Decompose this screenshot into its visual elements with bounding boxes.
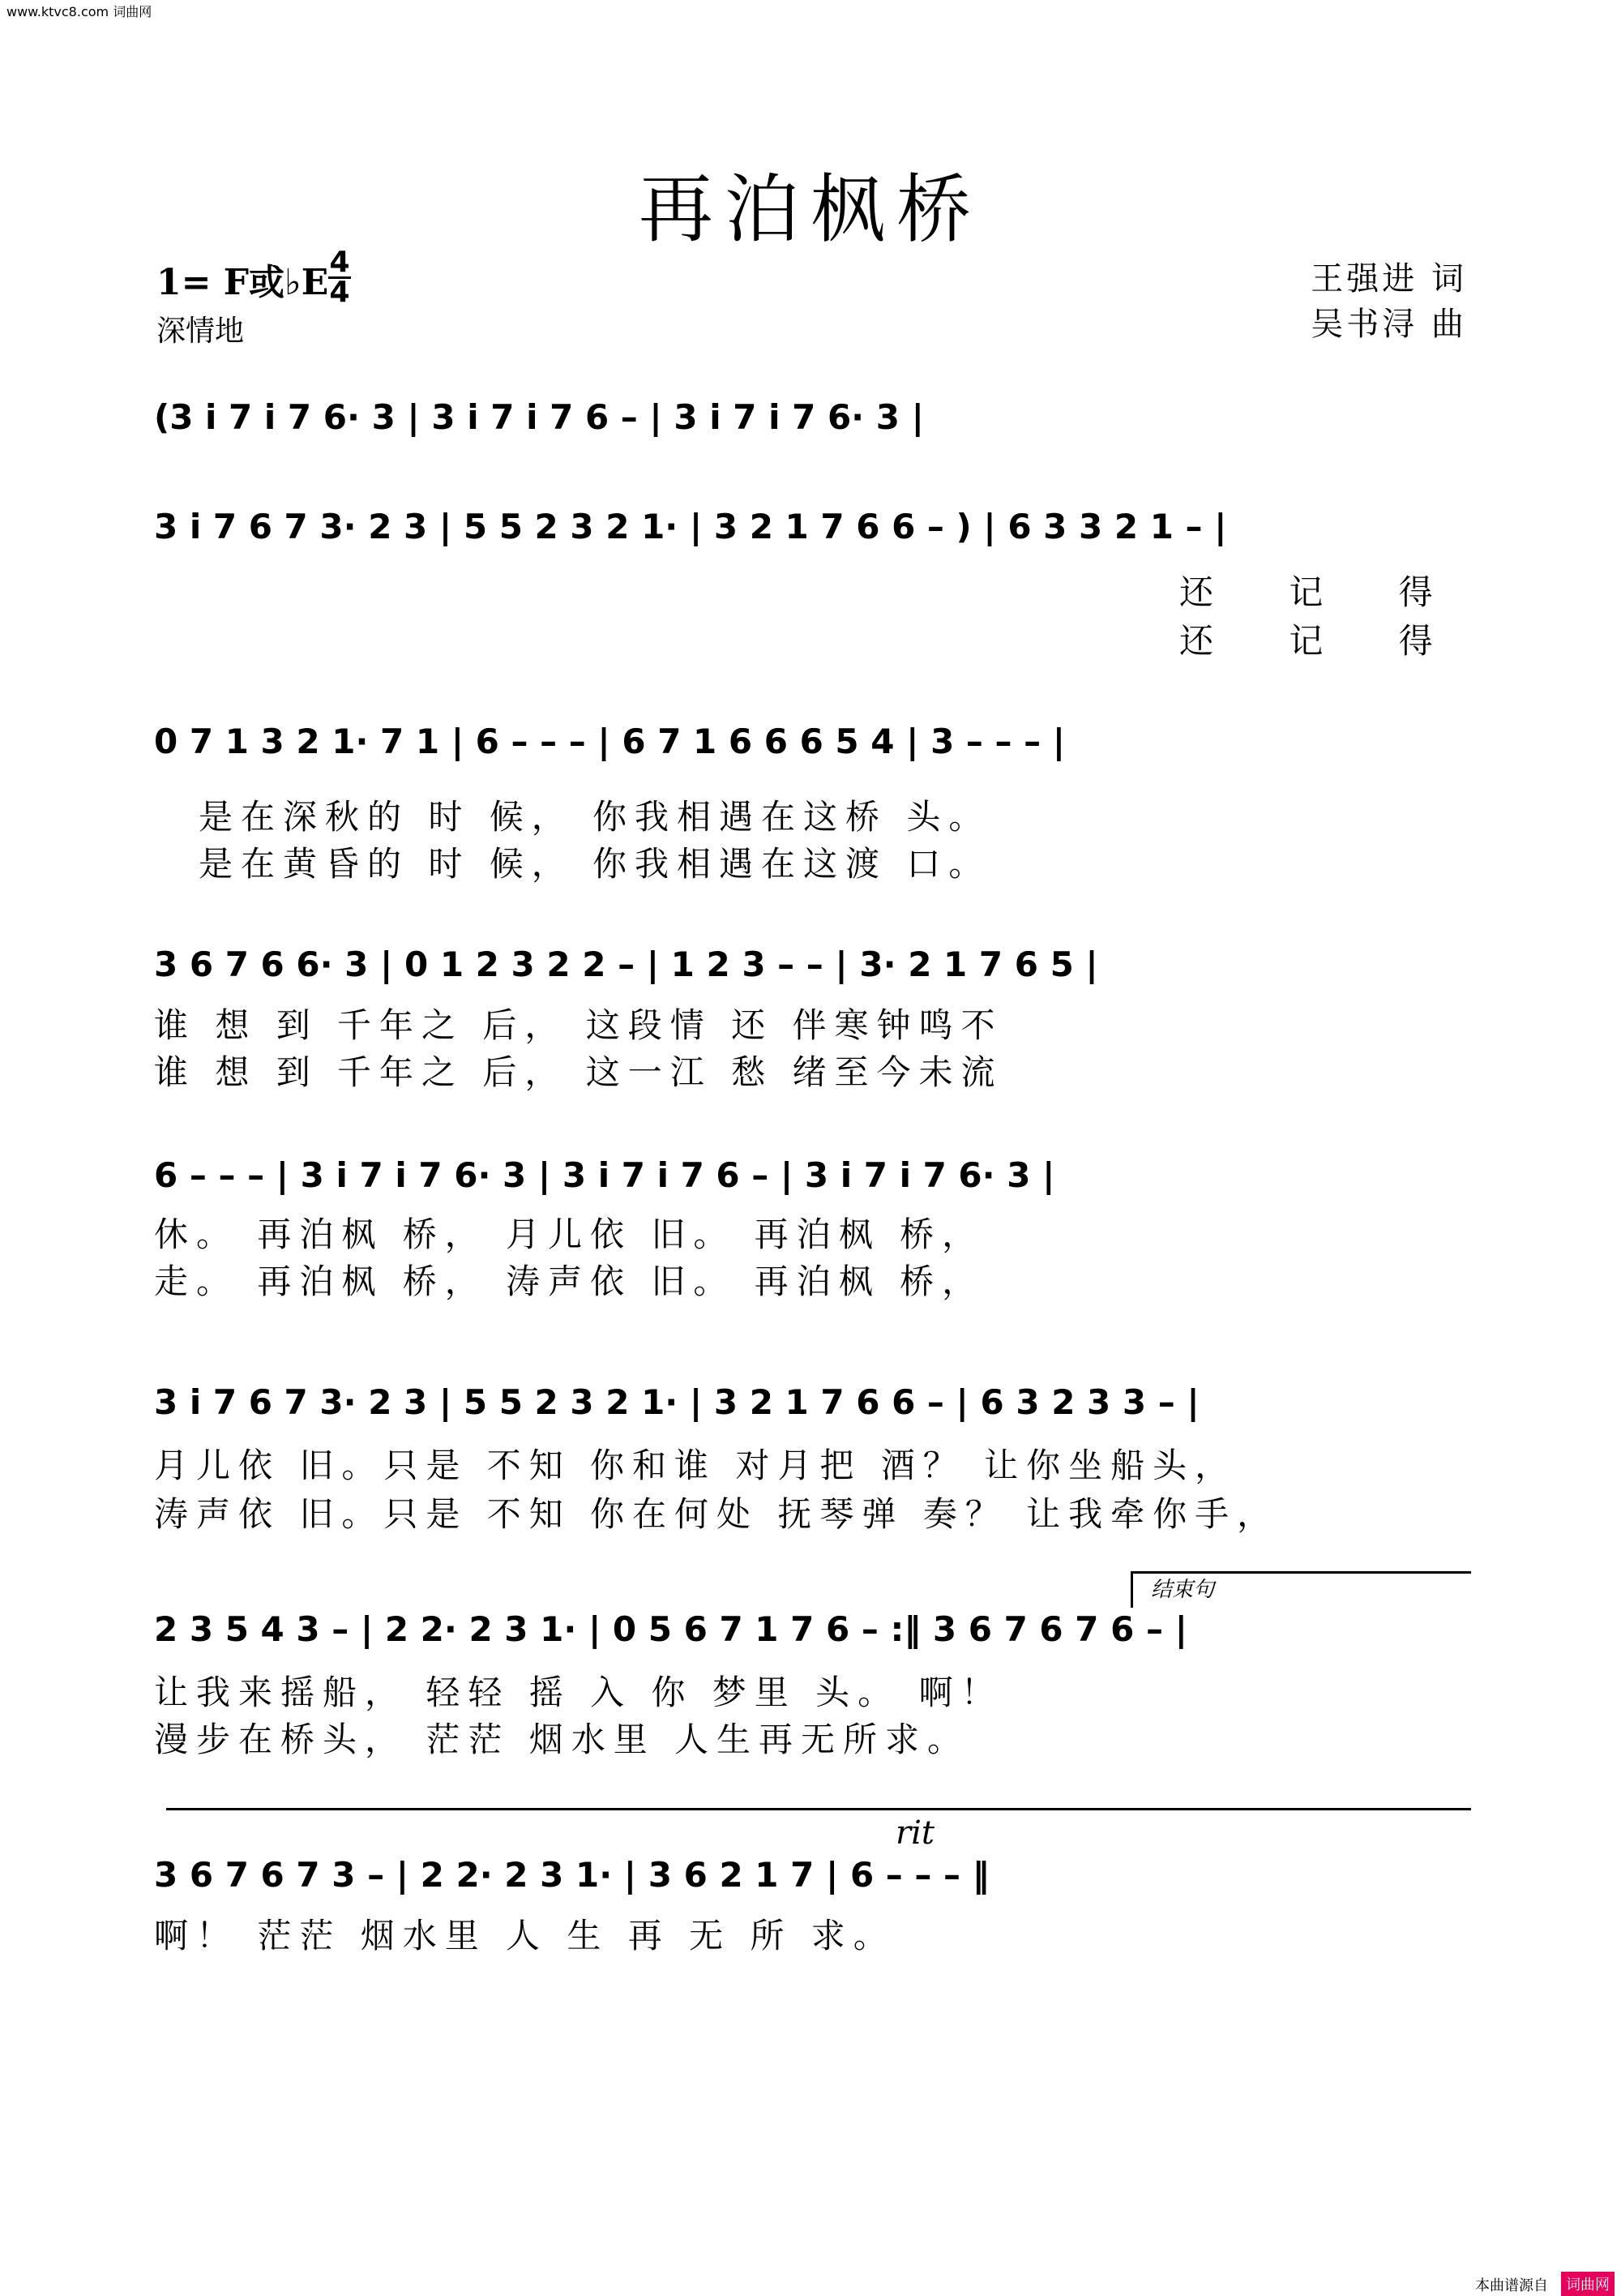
lyricist: 王强进 词 bbox=[1311, 260, 1467, 298]
lyric-5-verse-2: 走。 再泊枫 桥， 涛声依 旧。 再泊枫 桥， bbox=[154, 1262, 985, 1301]
time-top: 4 bbox=[329, 246, 350, 279]
lyric-3-verse-2: 是在黄昏的 时 候， 你我相遇在这渡 口。 bbox=[199, 844, 991, 884]
notation-line-3: 0 7 1 3 2 1· 7 1 | 6 – – – | 6 7 1 6 6 6 5 4 | 3 – – – | bbox=[154, 722, 1066, 761]
notation-line-7: 2 3 5 4 3 – | 2 2· 2 3 1· | 0 5 6 7 1 7 6 – :‖ 3 6 7 6 7 6 – | bbox=[154, 1609, 1187, 1649]
lyric-2-verse-1: 还 记 得 bbox=[1179, 572, 1465, 612]
lyric-2-verse-2: 还 记 得 bbox=[1179, 621, 1465, 661]
song-title: 再泊枫桥 bbox=[638, 166, 982, 253]
lyric-3-verse-1: 是在深秋的 时 候， 你我相遇在这桥 头。 bbox=[199, 797, 991, 837]
notation-line-8: 3 6 7 6 7 3 – | 2 2· 2 3 1· | 3 6 2 1 7 | 6 – – – ‖ bbox=[154, 1855, 990, 1895]
lyric-7-verse-1: 让我来摇船， 轻轻 摇 入 你 梦里 头。 啊！ bbox=[154, 1673, 1003, 1712]
lyric-8: 啊！ 茫茫 烟水里 人 生 再 无 所 求。 bbox=[154, 1916, 896, 1955]
system-8-top-line bbox=[166, 1808, 1471, 1810]
notation-line-6: 3 i 7 6 7 3· 2 3 | 5 5 2 3 2 1· | 3 2 1 7 6 6 – | 6 3 2 3 3 – | bbox=[154, 1382, 1200, 1422]
notation-line-1: (3 i 7 i 7 6· 3 | 3 i 7 i 7 6 – | 3 i 7 i 7 6· 3 | bbox=[154, 397, 924, 437]
notation-line-4: 3 6 7 6 6· 3 | 0 1 2 3 2 2 – | 1 2 3 – – | 3· 2 1 7 6 5 | bbox=[154, 945, 1098, 984]
lyric-5-verse-1: 休。 再泊枫 桥， 月儿依 旧。 再泊枫 桥， bbox=[154, 1214, 985, 1254]
ending-label: 结束句 bbox=[1151, 1578, 1215, 1602]
footer-source: 本曲谱源自 bbox=[1475, 2277, 1548, 2294]
tempo-marking: 深情地 bbox=[156, 315, 245, 348]
ritardando-marking: rit bbox=[896, 1814, 935, 1852]
notation-line-5: 6 – – – | 3 i 7 i 7 6· 3 | 3 i 7 i 7 6 – | 3 i 7 i 7 6· 3 | bbox=[154, 1155, 1055, 1195]
lyric-4-verse-1: 谁 想 到 千年之 后， 这段情 还 伴寒钟鸣不 bbox=[154, 1005, 1003, 1045]
lyric-7-verse-2: 漫步在桥头， 茫茫 烟水里 人生再无所求。 bbox=[154, 1720, 970, 1759]
time-signature bbox=[328, 246, 351, 309]
key-signature: 1= F或♭E bbox=[156, 262, 329, 303]
footer-brand: 词曲网 bbox=[1561, 2272, 1615, 2296]
composer: 吴书浔 曲 bbox=[1311, 306, 1467, 343]
lyric-4-verse-2: 谁 想 到 千年之 后， 这一江 愁 绪至今未流 bbox=[154, 1052, 1003, 1092]
lyric-6-verse-1: 月儿依 旧。只是 不知 你和谁 对月把 酒？ 让你坐船头， bbox=[154, 1446, 1238, 1485]
time-bottom: 4 bbox=[329, 276, 350, 309]
site-watermark: www.ktvc8.com 词曲网 bbox=[6, 4, 152, 19]
lyric-6-verse-2: 涛声依 旧。只是 不知 你在何处 抚琴弹 奏？ 让我牵你手， bbox=[154, 1494, 1280, 1534]
notation-line-2: 3 i 7 6 7 3· 2 3 | 5 5 2 3 2 1· | 3 2 1 7 6 6 – ) | 6 3 3 2 1 – | bbox=[154, 507, 1227, 546]
